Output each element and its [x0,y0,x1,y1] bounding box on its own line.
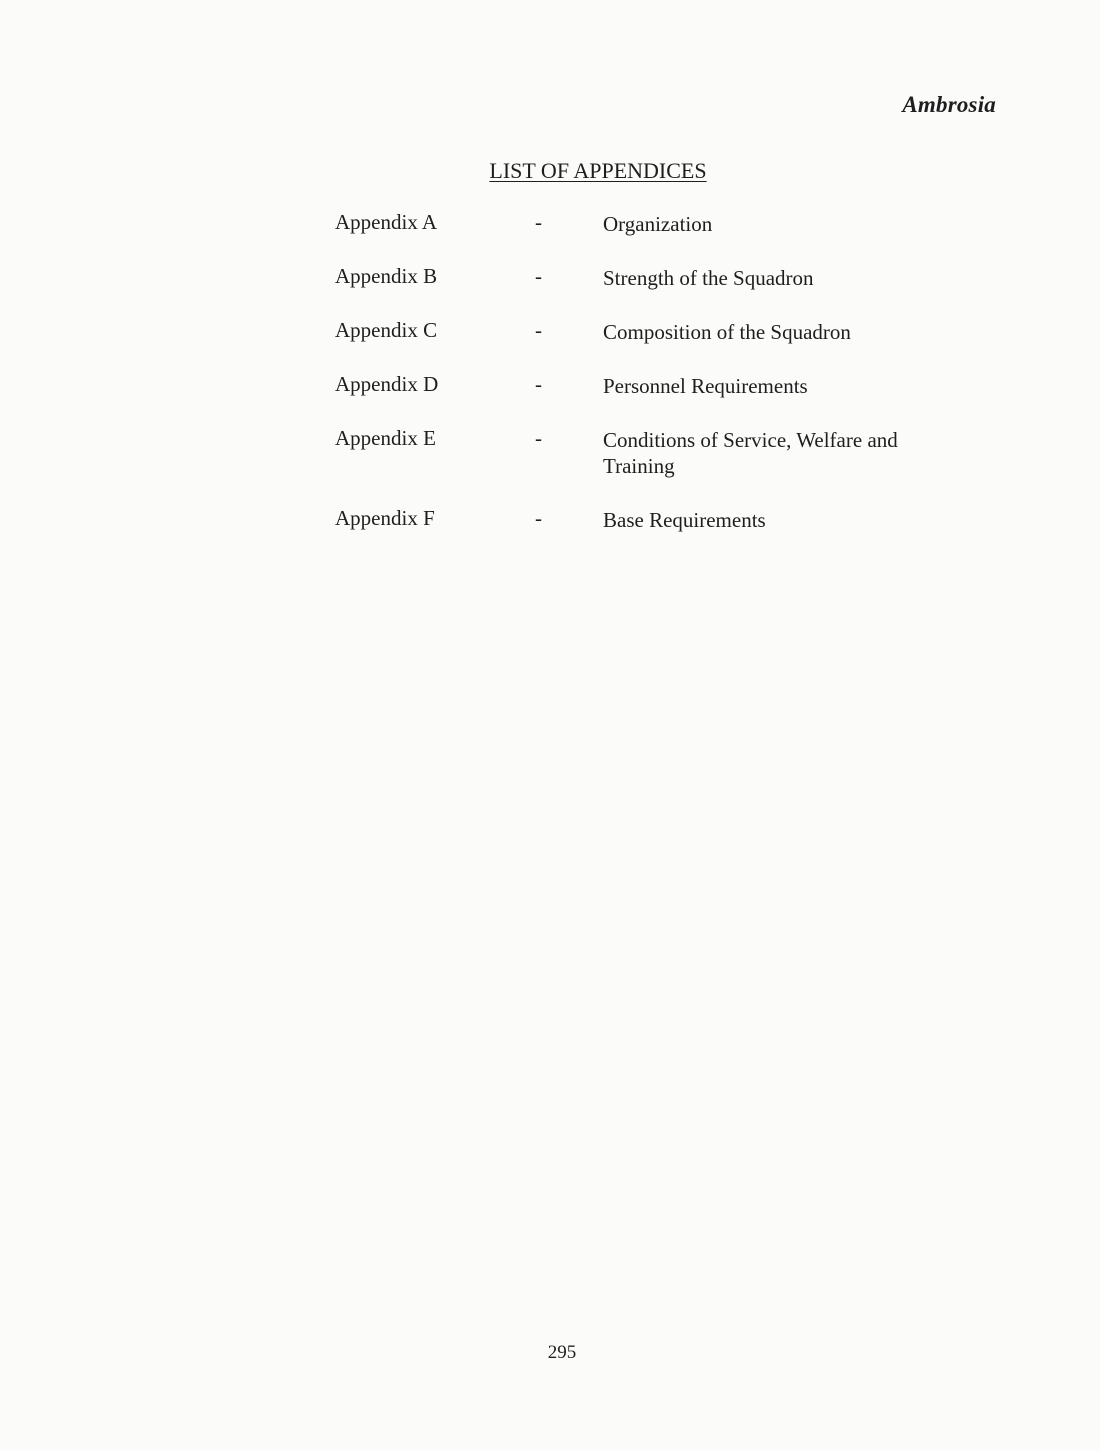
appendix-title: Personnel Requirements [603,374,808,398]
list-item [335,263,955,291]
appendix-title: Conditions of Service, Welfare and Training [603,428,898,478]
appendix-separator: - [535,506,542,530]
appendix-title: Composition of the Squadron [603,320,851,344]
appendix-separator: - [535,210,542,234]
list-item [335,505,955,533]
appendix-list [335,209,955,533]
appendix-label: Appendix A [335,210,438,234]
appendix-separator: - [535,426,542,450]
appendix-separator: - [535,372,542,396]
list-title: LIST OF APPENDICES [489,158,707,183]
appendix-title: Base Requirements [603,508,766,532]
appendix-label: Appendix E [335,426,436,450]
page-number: 295 [547,1342,577,1363]
appendix-title: Strength of the Squadron [603,266,814,290]
appendix-separator: - [535,318,542,342]
appendix-label: Appendix C [335,318,438,342]
list-item [335,425,955,479]
list-item [335,371,955,399]
list-item [335,209,955,237]
running-header: Ambrosia [902,92,996,117]
appendix-label: Appendix B [335,264,438,288]
appendix-label: Appendix D [335,372,439,396]
appendix-label: Appendix F [335,506,435,530]
appendix-title: Organization [603,212,713,236]
list-item [335,317,955,345]
appendix-separator: - [535,264,542,288]
